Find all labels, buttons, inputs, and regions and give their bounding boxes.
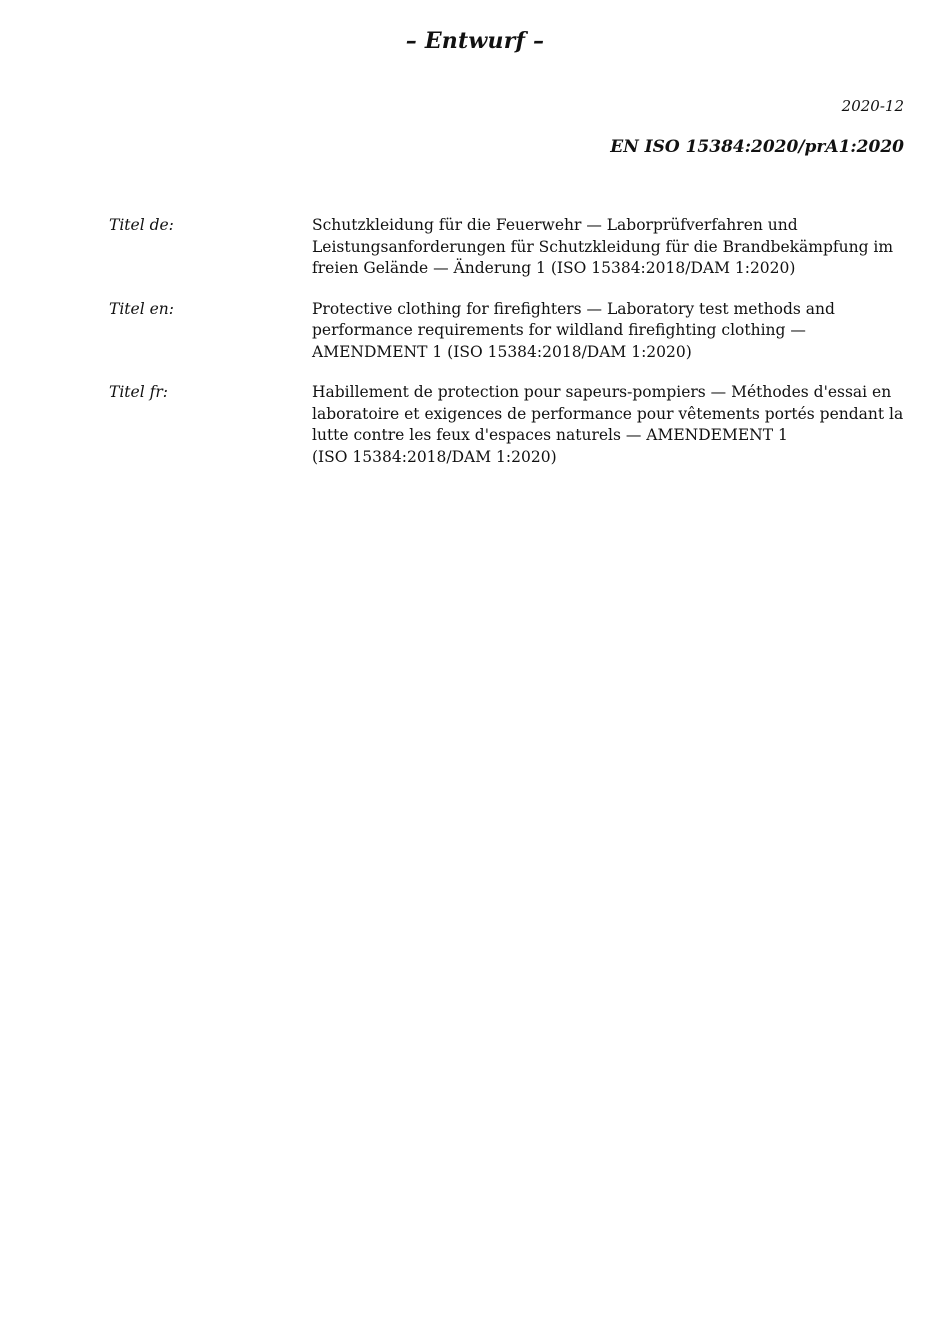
document-date: 2020-12 bbox=[841, 97, 904, 115]
draft-title: – Entwurf – bbox=[405, 28, 545, 54]
title-line: Protective clothing for firefighters — Laboratory test methods and bbox=[312, 299, 835, 318]
title-line: freien Gelände — Änderung 1 (ISO 15384:2018/DAM 1:2020) bbox=[312, 259, 796, 277]
title-row-fr bbox=[109, 382, 909, 468]
title-line: Habillement de protection pour sapeurs-pompiers — Méthodes d'essai en bbox=[312, 383, 892, 401]
title-line: laboratoire et exigences de performance pour vêtements portés pendant la bbox=[312, 404, 904, 423]
title-line: lutte contre les feux d'espaces naturels — AMENDEMENT 1 bbox=[312, 426, 788, 444]
title-line: performance requirements for wildland firefighting clothing — bbox=[312, 321, 806, 339]
title-label-de: Titel de: bbox=[109, 216, 174, 234]
title-line: Schutzkleidung für die Feuerwehr — Laborprüfverfahren und bbox=[312, 216, 798, 234]
title-line: Leistungsanforderungen für Schutzkleidung für die Brandbekämpfung im bbox=[312, 237, 894, 256]
title-row-de bbox=[109, 215, 909, 280]
title-row-en bbox=[109, 299, 909, 364]
title-line: AMENDMENT 1 (ISO 15384:2018/DAM 1:2020) bbox=[312, 342, 692, 361]
title-text-fr bbox=[312, 382, 906, 468]
document-number: EN ISO 15384:2020/prA1:2020 bbox=[610, 137, 904, 157]
title-label-en: Titel en: bbox=[109, 299, 174, 318]
title-line: (ISO 15384:2018/DAM 1:2020) bbox=[312, 447, 557, 466]
title-label-fr: Titel fr: bbox=[109, 383, 168, 401]
title-text-en bbox=[312, 299, 906, 364]
titles-section bbox=[109, 215, 909, 487]
title-text-de bbox=[312, 215, 906, 280]
